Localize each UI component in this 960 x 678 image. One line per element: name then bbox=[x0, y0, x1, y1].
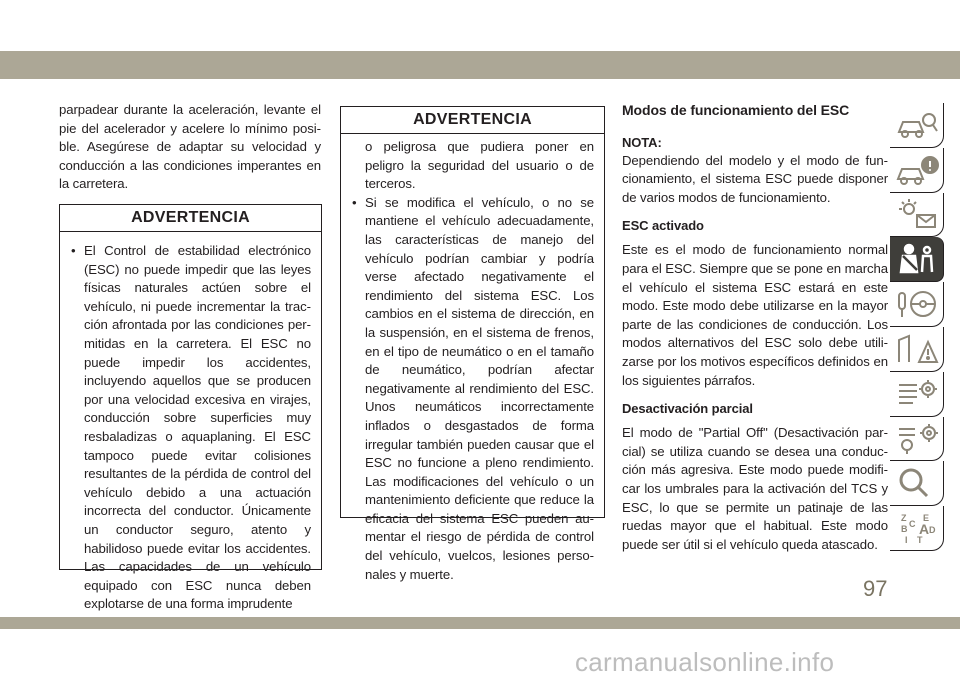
warning-title: ADVERTENCIA bbox=[60, 205, 321, 232]
warning-box-2 bbox=[340, 106, 605, 582]
specifications-icon bbox=[895, 421, 939, 455]
esc-on-heading: ESC activado bbox=[622, 218, 704, 234]
alphabetical-index-icon bbox=[895, 511, 939, 545]
warning-bullet: • Si se modifica el vehículo, o no se mantiene el vehículo adecuadamente, las características de manejo del vehículo podrían cambiar y podría verse afectado negativamente el rendimiento del sistema ESC. Los cambios en el sistema de dirección, en la suspensión, en el sistema de frenos, en el tipo de neumático o en el tamaño de neumático, podrían afectar negativamente al rendimiento del ESC. Unos neumáticos incorrectamente inflados o desgastados de forma irregular también pueden causar que el ESC no funcione a pleno rendimiento. Las modificaciones del vehículo o un mantenimiento deficiente que reduce la eficacia del sistema ESC pueden aumentar el riesgo de pérdida de control del vehículo, vuelcos, lesiones personales y muerte. bbox=[351, 194, 594, 584]
tab-introduction[interactable] bbox=[890, 103, 944, 148]
index-letter: T bbox=[916, 535, 922, 546]
watermark-text: carmanualsonline.info bbox=[575, 647, 835, 677]
car-info-icon bbox=[895, 153, 939, 187]
index-letter: A bbox=[918, 521, 929, 538]
page-number: 97 bbox=[863, 576, 888, 601]
index-letter: I bbox=[904, 535, 908, 546]
tab-search[interactable] bbox=[890, 461, 944, 506]
tab-index[interactable] bbox=[890, 506, 944, 551]
tab-servicing-maintenance[interactable] bbox=[890, 372, 944, 417]
tab-instrument-panel[interactable] bbox=[890, 193, 944, 238]
tab-safety[interactable] bbox=[890, 237, 944, 282]
safety-seatbelt-icon bbox=[895, 242, 939, 276]
tab-technical-specifications[interactable] bbox=[890, 417, 944, 462]
steering-key-icon bbox=[895, 287, 939, 321]
column-3 bbox=[622, 101, 888, 554]
tab-starting-operating[interactable] bbox=[890, 282, 944, 327]
nota-label: NOTA: bbox=[622, 134, 662, 150]
chapter-tabs bbox=[890, 103, 944, 551]
tab-getting-to-know[interactable] bbox=[890, 148, 944, 193]
emergency-warning-icon bbox=[895, 332, 939, 366]
index-letter: C bbox=[908, 519, 915, 530]
index-letter: D bbox=[928, 525, 935, 536]
esc-on-text: Este es el modo de funcionamiento normal para el ESC. Siempre que se pone en marcha el vehículo el sistema ESC estará en este modo. Este modo debe utilizarse en la mayor parte de las condiciones de conducción. Los modos alternativos del ESC solo debe utilizarse por los motivos específicos definidos en los siguientes párrafos. bbox=[622, 242, 888, 388]
dashboard-lights-icon bbox=[895, 197, 939, 231]
column-1 bbox=[59, 101, 321, 194]
index-search-icon bbox=[895, 466, 939, 500]
intro-paragraph: parpadear durante la aceleración, levante el pie del acelerador y acelere lo mínimo posible. Asegúrese de adaptar su velocidad y conducción a las condiciones imperantes en la carretera. bbox=[59, 102, 321, 192]
top-decorative-band bbox=[0, 51, 960, 79]
index-letter: E bbox=[922, 513, 929, 524]
section-heading: Modos de funcionamiento del ESC bbox=[622, 102, 850, 118]
maintenance-gear-icon bbox=[895, 377, 939, 411]
partial-off-heading: Desactivación parcial bbox=[622, 401, 753, 417]
tab-in-case-of-emergency[interactable] bbox=[890, 327, 944, 372]
car-search-icon bbox=[895, 108, 939, 142]
index-letter: Z bbox=[900, 513, 906, 524]
partial-off-text: El modo de "Partial Off" (Desactivación parcial) se utiliza cuando se desea una conducción más agresiva. Este modo puede modificar los umbrales para la activación del TCS y ESC, lo que se permite un patinaje de las ruedas mayor que el habitual. Este modo puede ser útil si el vehículo queda atascado. bbox=[622, 425, 888, 552]
warning-box-1 bbox=[59, 204, 322, 612]
warning-title: ADVERTENCIA bbox=[341, 107, 604, 134]
index-letter: B bbox=[900, 524, 907, 535]
warning-continuation: o peligrosa que pudiera poner en peligro la seguridad del usuario o de terceros. bbox=[365, 139, 594, 192]
nota-text: Dependiendo del modelo y el modo de funcionamiento, el sistema ESC puede disponer de varios modos de funcionamiento. bbox=[622, 152, 888, 205]
bottom-decorative-band bbox=[0, 617, 960, 629]
warning-bullet: • El Control de estabilidad electrónico (ESC) no puede impedir que las leyes físicas naturales actúen sobre el vehículo, ni puede incrementar la tracción afrontada por las condiciones permitidas en la carretera. El ESC no puede impedir los accidentes, incluyendo aquellos que se producen por una velocidad excesiva en virajes, conducción sobre superficies muy resbaladizas o aquaplaning. El ESC tampoco puede evitar colisiones resultantes de la pérdida de control del vehículo debido a una actuación incorrecta del conductor. Únicamente un conductor seguro, atento y habilidoso puede evitar los accidentes. Las capacidades de un vehículo equipado con ESC nunca deben explotarse de una forma imprudente bbox=[70, 242, 311, 614]
